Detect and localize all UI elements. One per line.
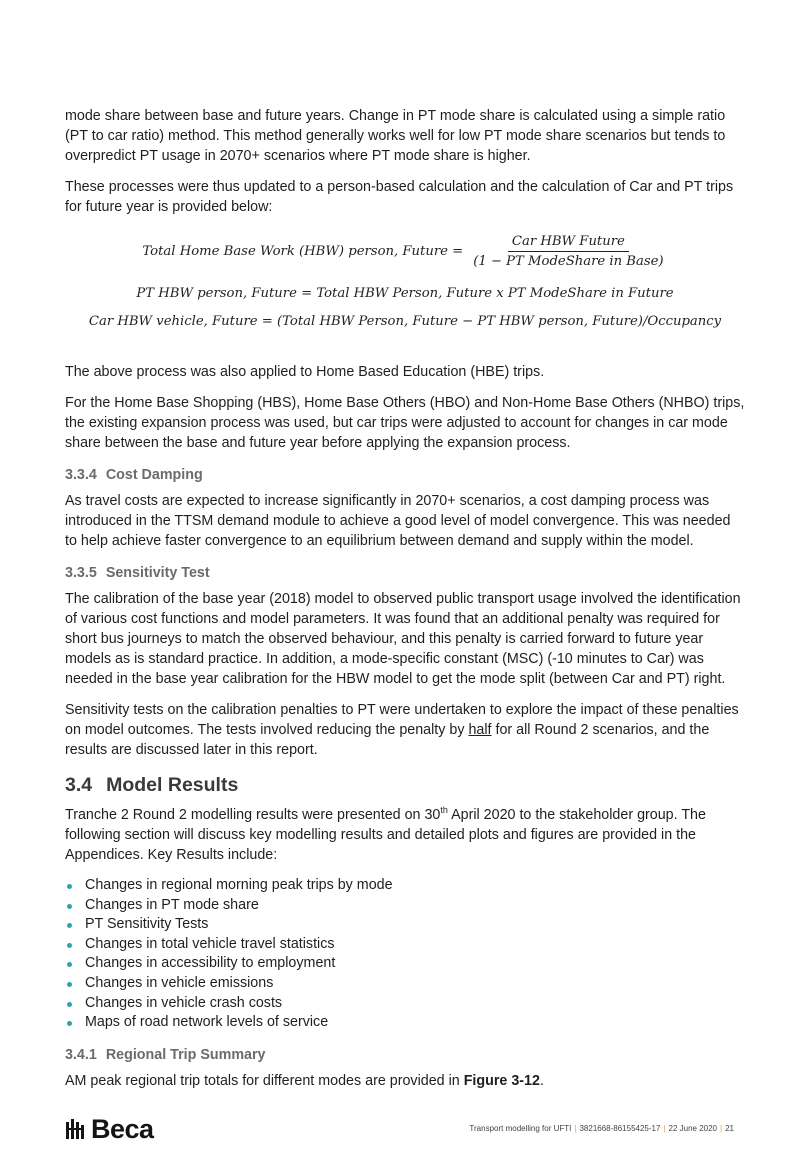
footer-doc-ref: 3821668-86155425-17 bbox=[579, 1124, 661, 1133]
equation-total-hbw bbox=[65, 228, 745, 274]
superscript: th bbox=[440, 805, 448, 816]
heading-number: 3.4.1 bbox=[65, 1046, 97, 1063]
equation-pt-hbw: PT HBW person, Future = Total HBW Person, Future x PT ModeShare in Future bbox=[136, 286, 674, 301]
list-item-text: Changes in PT mode share bbox=[85, 896, 259, 913]
page-content bbox=[65, 106, 745, 1102]
text-run: Sensitivity tests on the calibration penalties to PT were undertaken to explore the impact of these penalties on model outcomes. The tests involved reducing the penalty by bbox=[65, 702, 739, 738]
key-results-list bbox=[65, 876, 745, 1033]
text-run: Tranche 2 Round 2 modelling results were presented on 30 bbox=[65, 807, 441, 823]
list-item-text: Changes in vehicle crash costs bbox=[85, 994, 283, 1011]
figure-reference: Figure 3-12 bbox=[463, 1072, 540, 1089]
bullet-icon bbox=[67, 1002, 72, 1007]
bullet-icon bbox=[67, 904, 72, 909]
heading-sensitivity-test bbox=[65, 565, 745, 581]
text-run: for all Round 2 scenarios, and the results are discussed later in this report. bbox=[65, 722, 710, 758]
heading-title: Sensitivity Test bbox=[105, 565, 210, 581]
footer-separator: | bbox=[720, 1124, 723, 1133]
heading-number: 3.3.5 bbox=[65, 565, 97, 581]
equation-fraction bbox=[469, 234, 667, 269]
bullet-icon bbox=[67, 962, 72, 967]
bullet-icon bbox=[67, 982, 72, 987]
footer-date: 22 June 2020 bbox=[668, 1124, 718, 1133]
text-run: April 2020 to the stakeholder group. The following section will discuss key modelling results and detailed plots and figures are provided in the Appendices. Key Results include: bbox=[65, 807, 706, 863]
equation-total-hbw-lhs: Total Home Base Work (HBW) person, Future = bbox=[142, 243, 464, 259]
paragraph-hbs-hbo: For the Home Base Shopping (HBS), Home Base Others (HBO) and Non-Home Base Others (NHBO) trips, the existing expansion process was used, but car trips were adjusted to account for changes in car mode share between the base and future year before applying the expansion process. bbox=[65, 395, 745, 451]
list-item bbox=[65, 974, 745, 994]
bullet-icon bbox=[67, 884, 72, 889]
footer-separator: | bbox=[574, 1124, 577, 1133]
list-item bbox=[65, 896, 745, 916]
list-item bbox=[65, 935, 745, 955]
paragraph-model-results bbox=[65, 805, 745, 865]
paragraph-calibration: The calibration of the base year (2018) model to observed public transport usage involved the identification of various cost functions and model parameters. It was found that an additional penalty was required for short bus journeys to match the observed behaviour, and this penalty is carried forward to future year models as is standard practice. In addition, a mode-specific constant (MSC) (-10 minutes to Car) was needed in the base year calibration for the HBW model to get the mode split (between Car and PT) right. bbox=[65, 591, 741, 687]
heading-title: Cost Damping bbox=[105, 467, 203, 483]
footer-page-number: 21 bbox=[725, 1124, 734, 1133]
equation-denominator: (1 − PT ModeShare in Base) bbox=[473, 253, 664, 269]
heading-title: Regional Trip Summary bbox=[105, 1046, 266, 1063]
list-item-text: Changes in regional morning peak trips by mode bbox=[85, 877, 393, 893]
footer-separator: | bbox=[663, 1124, 666, 1133]
bullet-icon bbox=[67, 943, 72, 948]
paragraph-person-based: These processes were thus updated to a person-based calculation and the calculation of Car and PT trips for future year is provided below: bbox=[65, 179, 734, 215]
list-item-text: Changes in vehicle emissions bbox=[85, 974, 274, 991]
heading-regional-trip-summary bbox=[65, 1047, 745, 1063]
list-item bbox=[65, 994, 745, 1014]
paragraph-hbe: The above process was also applied to Home Based Education (HBE) trips. bbox=[65, 364, 545, 380]
equation-numerator: Car HBW Future bbox=[508, 234, 629, 252]
list-item-text: Maps of road network levels of service bbox=[85, 1014, 329, 1031]
text-run: . bbox=[539, 1072, 544, 1089]
list-item bbox=[65, 954, 745, 974]
beca-logo-text: Beca bbox=[91, 1114, 154, 1144]
underlined-text: half bbox=[468, 722, 492, 738]
equation-car-hbw: Car HBW vehicle, Future = (Total HBW Person, Future − PT HBW person, Future)/Occupancy bbox=[88, 314, 722, 329]
heading-model-results bbox=[65, 774, 745, 797]
list-item bbox=[65, 876, 745, 896]
equation-block bbox=[65, 228, 745, 332]
heading-title: Model Results bbox=[106, 774, 239, 796]
text-run: AM peak regional trip totals for different modes are provided in bbox=[65, 1072, 464, 1089]
bullet-icon bbox=[67, 1021, 72, 1026]
bullet-icon bbox=[67, 923, 72, 928]
paragraph-cost-damping: As travel costs are expected to increase significantly in 2070+ scenarios, a cost damping process was introduced in the TTSM demand module to achieve a good level of model convergence. This was needed to help achieve faster convergence to an equilibrium between demand and supply within the model. bbox=[65, 493, 731, 549]
paragraph-mode-share: mode share between base and future years. Change in PT mode share is calculated using a simple ratio (PT to car ratio) method. This method generally works well for low PT mode share scenarios but tends to overpredict PT usage in 2070+ scenarios where PT mode share is higher. bbox=[65, 108, 726, 164]
paragraph-regional-trips bbox=[65, 1071, 745, 1091]
list-item-text: Changes in total vehicle travel statistics bbox=[85, 935, 335, 952]
footer-doc-title: Transport modelling for UFTI bbox=[469, 1124, 572, 1133]
paragraph-sensitivity bbox=[65, 700, 745, 760]
footer-info bbox=[469, 1124, 734, 1133]
list-item bbox=[65, 915, 745, 935]
heading-number: 3.4 bbox=[65, 774, 93, 796]
beca-logo-mark-icon bbox=[66, 1119, 88, 1139]
beca-logo bbox=[66, 1114, 154, 1144]
heading-cost-damping bbox=[65, 467, 745, 483]
list-item-text: Changes in accessibility to employment bbox=[85, 955, 336, 972]
list-item-text: PT Sensitivity Tests bbox=[85, 916, 209, 933]
heading-number: 3.3.4 bbox=[65, 467, 97, 483]
list-item bbox=[65, 1013, 745, 1033]
